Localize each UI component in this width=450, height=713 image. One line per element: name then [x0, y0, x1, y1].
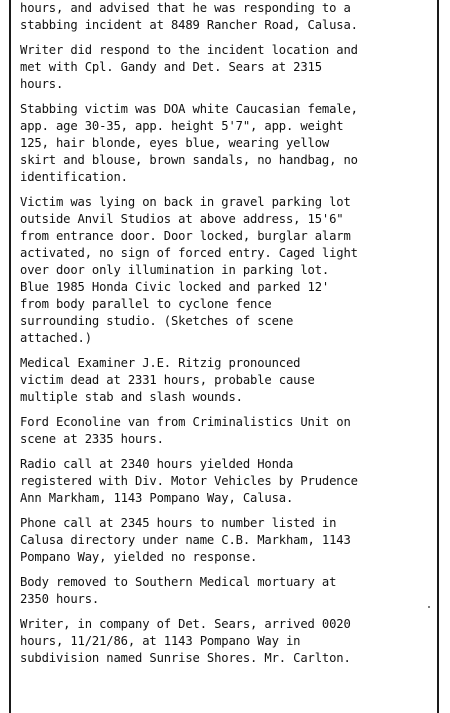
text-line: surrounding studio. (Sketches of scene	[20, 314, 294, 328]
text-line: skirt and blouse, brown sandals, no handbag, no	[20, 153, 358, 167]
report-paragraph-p5	[20, 355, 432, 406]
text-line: from body parallel to cyclone fence	[20, 297, 272, 311]
text-line: Victim was lying on back in gravel parking lot	[20, 195, 351, 209]
text-line: Ford Econoline van from Criminalistics Unit on	[20, 415, 351, 429]
text-line: Blue 1985 Honda Civic locked and parked 12'	[20, 280, 330, 294]
report-paragraph-p9	[20, 574, 432, 608]
report-paragraph-p10	[20, 616, 432, 667]
text-line: registered with Div. Motor Vehicles by Prudence	[20, 474, 358, 488]
text-line: Radio call at 2340 hours yielded Honda	[20, 457, 294, 471]
text-line: subdivision named Sunrise Shores. Mr. Carlton.	[20, 651, 351, 665]
text-line: hours, 11/21/86, at 1143 Pompano Way in	[20, 634, 301, 648]
text-line: Phone call at 2345 hours to number listed in	[20, 516, 337, 530]
text-line: Writer, in company of Det. Sears, arrived 0020	[20, 617, 351, 631]
text-line: activated, no sign of forced entry. Caged light	[20, 246, 358, 260]
text-line: Ann Markham, 1143 Pompano Way, Calusa.	[20, 491, 294, 505]
report-body	[20, 0, 432, 675]
text-line: Stabbing victim was DOA white Caucasian female,	[20, 102, 358, 116]
text-line: hours.	[20, 77, 64, 91]
text-line: Body removed to Southern Medical mortuary at	[20, 575, 337, 589]
text-line: hours, and advised that he was responding to a	[20, 1, 351, 15]
text-line: multiple stab and slash wounds.	[20, 390, 243, 404]
report-paragraph-p6	[20, 414, 432, 448]
report-paragraph-p1	[20, 0, 432, 34]
report-paragraph-p8	[20, 515, 432, 566]
text-line: scene at 2335 hours.	[20, 432, 164, 446]
report-paragraph-p3	[20, 101, 432, 186]
text-line: Writer did respond to the incident location and	[20, 43, 358, 57]
text-line: 2350 hours.	[20, 592, 100, 606]
text-line: identification.	[20, 170, 128, 184]
text-line: Pompano Way, yielded no response.	[20, 550, 258, 564]
text-line: attached.)	[20, 331, 92, 345]
text-line: 125, hair blonde, eyes blue, wearing yellow	[20, 136, 330, 150]
text-line: Calusa directory under name C.B. Markham, 1143	[20, 533, 351, 547]
text-line: app. age 30-35, app. height 5'7", app. weight	[20, 119, 344, 133]
report-paragraph-p4	[20, 194, 432, 347]
text-line: met with Cpl. Gandy and Det. Sears at 2315	[20, 60, 322, 74]
text-line: stabbing incident at 8489 Rancher Road, Calusa.	[20, 18, 358, 32]
report-paragraph-p2	[20, 42, 432, 93]
text-line: from entrance door. Door locked, burglar alarm	[20, 229, 351, 243]
text-line: Medical Examiner J.E. Ritzig pronounced	[20, 356, 301, 370]
text-line: over door only illumination in parking lot.	[20, 263, 330, 277]
text-line: victim dead at 2331 hours, probable cause	[20, 373, 315, 387]
report-paragraph-p7	[20, 456, 432, 507]
text-line: outside Anvil Studios at above address, 15'6"	[20, 212, 344, 226]
print-speck	[428, 606, 430, 608]
